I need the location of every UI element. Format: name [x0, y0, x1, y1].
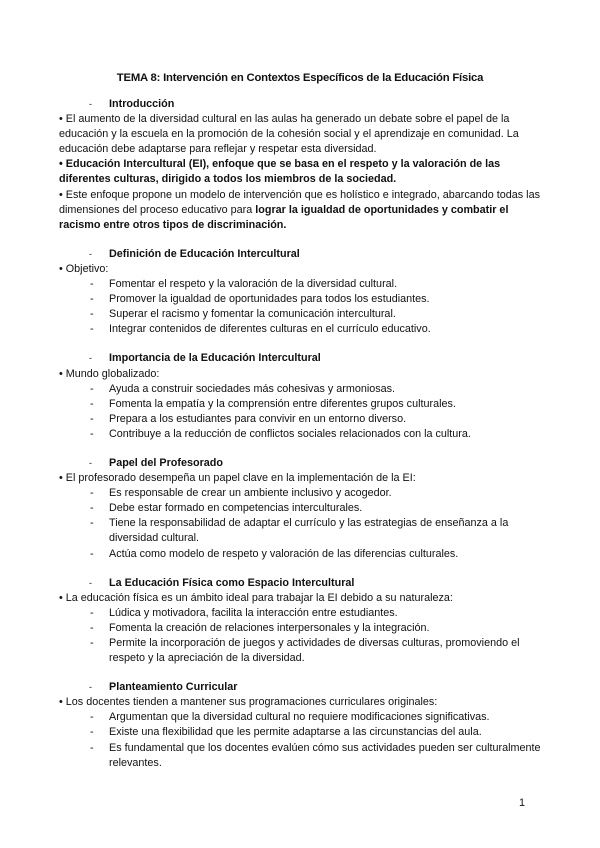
lead-text: Mundo globalizado:	[65, 367, 160, 380]
bullet-icon: •	[59, 472, 63, 485]
lead-paragraph	[59, 262, 549, 277]
lead-text: El profesorado desempeña un papel clave en la implementación de la EI:	[65, 472, 416, 485]
heading-dash: -	[89, 353, 92, 364]
heading-dash: -	[89, 99, 92, 109]
list-item	[59, 277, 549, 292]
list-item	[59, 516, 549, 546]
list-item	[59, 397, 549, 412]
dash-icon: -	[90, 308, 94, 321]
paragraph-text: El aumento de la diversidad cultural en las aulas ha generado un debate sobre el papel de la educación y la escuela en la promoción de la cohesión social y el aprendizaje en comunidad. La educación debe adaptarse para reflejar y respetar esta diversidad.	[59, 113, 519, 156]
lead-paragraph	[59, 471, 549, 486]
item-text: Fomenta la empatía y la comprensión entre diferentes grupos culturales.	[109, 397, 456, 410]
bullet-icon: •	[59, 188, 63, 201]
list-item	[59, 382, 549, 397]
item-text: Promover la igualdad de oportunidades para todos los estudiantes.	[109, 293, 430, 306]
item-text: Actúa como modelo de respeto y valoración de las diferencias culturales.	[109, 547, 459, 560]
bullet-icon: •	[59, 696, 63, 709]
heading-text: La Educación Física como Espacio Intercultural	[109, 576, 355, 589]
section-definicion	[59, 247, 549, 338]
item-text: Integrar contenidos de diferentes culturas en el currículo educativo.	[109, 323, 431, 336]
heading-text: Introducción	[109, 98, 175, 110]
list-item	[59, 307, 549, 322]
bullet-icon: •	[59, 367, 63, 380]
dash-icon: -	[90, 606, 94, 619]
section-heading	[59, 680, 549, 695]
dash-icon: -	[90, 637, 94, 649]
item-text: Permite la incorporación de juegos y actividades de diversas culturas, promoviendo el respeto y la apreciación de la diversidad.	[109, 637, 520, 665]
paragraph-text: Este enfoque propone un modelo de intervención que es holístico e integrado, abarcando todas las dimensiones del proceso educativo para	[59, 188, 540, 216]
lead-paragraph	[59, 367, 549, 382]
section-introduccion	[59, 97, 549, 233]
bullet-icon: •	[59, 262, 63, 275]
list-item	[59, 501, 549, 516]
heading-text: Planteamiento Curricular	[109, 681, 238, 694]
lead-text: La educación física es un ámbito ideal para trabajar la EI debido a su naturaleza:	[65, 591, 453, 604]
list-item	[59, 725, 549, 740]
list-item	[59, 606, 549, 621]
paragraph	[59, 112, 549, 157]
section-importancia	[59, 351, 549, 442]
bullet-icon: •	[59, 158, 63, 171]
item-text: Existe una flexibilidad que les permite adaptarse a las circunstancias del aula.	[109, 726, 482, 739]
paragraph-bold-text: Educación Intercultural (EI), enfoque que se basa en el respeto y la valoración de las diferentes culturas, dirigido a todos los miembros de la sociedad.	[59, 158, 501, 186]
dash-icon: -	[90, 397, 94, 410]
section-heading	[59, 576, 549, 591]
bullet-icon: •	[59, 591, 63, 604]
item-text: Es responsable de crear un ambiente inclusivo y acogedor.	[109, 487, 392, 500]
item-text: Fomentar el respeto y la valoración de la diversidad cultural.	[109, 278, 398, 291]
item-text: Debe estar formado en competencias interculturales.	[109, 502, 363, 515]
dash-icon: -	[90, 293, 94, 306]
dash-icon: -	[90, 323, 94, 336]
item-list	[59, 486, 549, 561]
item-text: Contribuye a la reducción de conflictos sociales relacionados con la cultura.	[109, 427, 471, 440]
section-profesorado	[59, 456, 549, 562]
item-text: Es fundamental que los docentes evalúen cómo sus actividades pueden ser culturalmente relevantes.	[109, 741, 541, 769]
dash-icon: -	[90, 547, 94, 560]
dash-icon: -	[90, 621, 94, 634]
section-heading	[59, 247, 549, 262]
item-text: Tiene la responsabilidad de adaptar el currículo y las estrategias de enseñanza a la diversidad cultural.	[109, 517, 509, 545]
heading-dash: -	[89, 457, 92, 468]
list-item	[59, 621, 549, 636]
list-item	[59, 741, 549, 771]
paragraph-bold-tail: lograr la igualdad de oportunidades y combatir el racismo entre otros tipos de discriminación.	[59, 203, 509, 231]
dash-icon: -	[90, 502, 94, 515]
lead-paragraph	[59, 695, 549, 710]
item-text: Superar el racismo y fomentar la comunicación intercultural.	[109, 308, 396, 321]
document-body	[59, 97, 549, 771]
item-list	[59, 710, 549, 770]
item-list	[59, 277, 549, 337]
list-item	[59, 322, 549, 337]
item-text: Fomenta la creación de relaciones interpersonales y la integración.	[109, 621, 430, 634]
lead-paragraph	[59, 591, 549, 606]
section-heading	[59, 351, 549, 366]
list-item	[59, 710, 549, 725]
dash-icon: -	[90, 711, 94, 724]
list-item	[59, 547, 549, 562]
heading-text: Definición de Educación Intercultural	[109, 247, 300, 260]
dash-icon: -	[90, 517, 94, 530]
list-item	[59, 636, 549, 666]
section-heading	[59, 97, 549, 112]
dash-icon: -	[90, 741, 94, 754]
item-text: Lúdica y motivadora, facilita la interacción entre estudiantes.	[109, 606, 398, 619]
dash-icon: -	[90, 412, 94, 425]
list-item	[59, 427, 549, 442]
item-list	[59, 606, 549, 666]
document-title: TEMA 8: Intervención en Contextos Específicos de la Educación Física	[116, 72, 484, 84]
heading-dash: -	[89, 577, 92, 588]
section-educacion-fisica	[59, 576, 549, 667]
paragraph	[59, 188, 549, 233]
heading-dash: -	[89, 248, 92, 259]
dash-icon: -	[90, 487, 94, 500]
dash-icon: -	[90, 726, 94, 739]
item-text: Prepara a los estudiantes para convivir en un entorno diverso.	[109, 412, 407, 425]
heading-text: Importancia de la Educación Intercultural	[109, 352, 321, 365]
item-list	[59, 382, 549, 442]
heading-text: Papel del Profesorado	[109, 456, 223, 469]
bullet-icon: •	[59, 113, 63, 126]
page-number: 1	[519, 797, 526, 809]
section-planteamiento	[59, 680, 549, 771]
paragraph	[59, 157, 549, 187]
item-text: Ayuda a construir sociedades más cohesivas y armoniosas.	[109, 382, 396, 395]
list-item	[59, 412, 549, 427]
dash-icon: -	[90, 427, 94, 440]
heading-dash: -	[89, 682, 92, 693]
list-item	[59, 486, 549, 501]
lead-text: Objetivo:	[65, 262, 109, 275]
list-item	[59, 292, 549, 307]
dash-icon: -	[90, 382, 94, 395]
section-heading	[59, 456, 549, 471]
dash-icon: -	[90, 278, 94, 291]
item-text: Argumentan que la diversidad cultural no requiere modificaciones significativas.	[109, 711, 490, 724]
lead-text: Los docentes tienden a mantener sus programaciones curriculares originales:	[65, 696, 438, 709]
